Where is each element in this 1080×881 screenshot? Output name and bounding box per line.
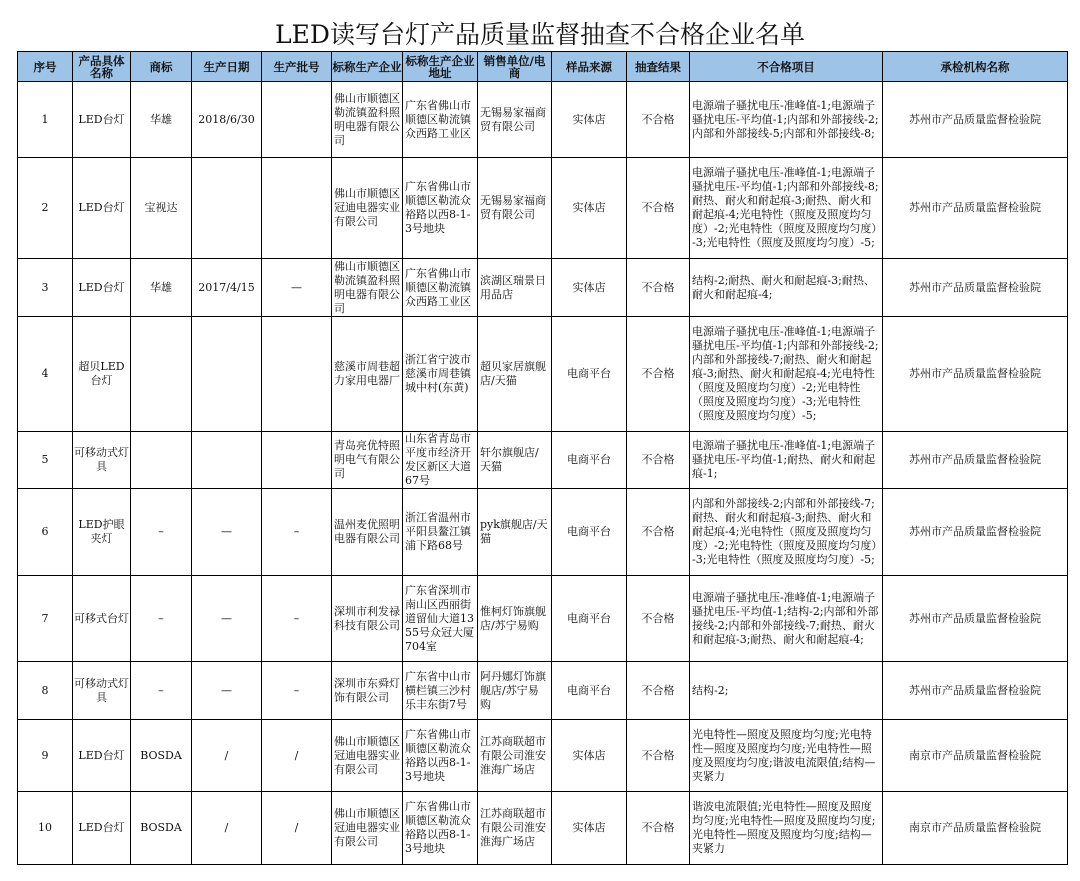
table-row: [18, 432, 1068, 489]
table-row: [18, 317, 1068, 432]
cell-product-name: LED台灯: [73, 720, 131, 792]
header-lab: 承检机构名称: [883, 52, 1068, 82]
cell-batch: [262, 432, 332, 489]
cell-seller: 惟柯灯饰旗舰店/苏宁易购: [478, 576, 552, 662]
cell-brand: –: [131, 662, 192, 720]
cell-failed-items: 结构-2;: [690, 662, 883, 720]
table-row: [18, 720, 1068, 792]
cell-lab: 苏州市产品质量监督检验院: [883, 259, 1068, 317]
cell-company: 青岛亮优特照明电气有限公司: [332, 432, 403, 489]
cell-address: 广东省佛山市顺德区勒流众裕路以西8-1-3号地块: [403, 792, 478, 865]
cell-brand: [131, 432, 192, 489]
cell-result: 不合格: [627, 720, 690, 792]
cell-address: 山东省青岛市平度市经济开发区新区大道67号: [403, 432, 478, 489]
cell-company: 深圳市利发禄科技有限公司: [332, 576, 403, 662]
cell-batch: –: [262, 489, 332, 576]
cell-company: 佛山市顺德区冠迪电器实业有限公司: [332, 792, 403, 865]
cell-company: 佛山市顺德区冠迪电器实业有限公司: [332, 158, 403, 259]
cell-result: 不合格: [627, 158, 690, 259]
cell-seller: 轩尔旗舰店/天猫: [478, 432, 552, 489]
cell-no: 1: [18, 82, 73, 158]
cell-batch: –: [262, 576, 332, 662]
cell-seller: 滨湖区瑞景日用品店: [478, 259, 552, 317]
header-company: 标称生产企业: [332, 52, 403, 82]
cell-no: 9: [18, 720, 73, 792]
cell-product-name: LED台灯: [73, 82, 131, 158]
cell-product-name: LED台灯: [73, 792, 131, 865]
table-row: [18, 259, 1068, 317]
cell-seller: 超贝家居旗舰店/天猫: [478, 317, 552, 432]
cell-brand: BOSDA: [131, 792, 192, 865]
cell-address: 浙江省宁波市 慈溪市周巷镇城中村(东黄): [403, 317, 478, 432]
cell-brand: [131, 317, 192, 432]
cell-product-name: 超贝LED台灯: [73, 317, 131, 432]
cell-result: 不合格: [627, 259, 690, 317]
cell-address: 广东省佛山市顺德区勒流镇众西路工业区: [403, 259, 478, 317]
cell-date: [192, 317, 262, 432]
cell-failed-items: 光电特性—照度及照度均匀度;光电特性—照度及照度均匀度;光电特性—照度及照度均匀度;谐波电流限值;结构—夹紧力: [690, 720, 883, 792]
header-seller: 销售单位/电商: [478, 52, 552, 82]
cell-brand: –: [131, 576, 192, 662]
cell-address: 浙江省温州市平阳县鳌江镇浦下路68号: [403, 489, 478, 576]
cell-batch: –: [262, 662, 332, 720]
cell-product-name: LED台灯: [73, 259, 131, 317]
cell-batch: —: [262, 259, 332, 317]
cell-batch: [262, 158, 332, 259]
cell-date: /: [192, 720, 262, 792]
table-row: [18, 792, 1068, 865]
cell-source: 电商平台: [552, 489, 627, 576]
cell-result: 不合格: [627, 792, 690, 865]
cell-lab: 苏州市产品质量监督检验院: [883, 158, 1068, 259]
cell-date: 2018/6/30: [192, 82, 262, 158]
cell-failed-items: 电源端子骚扰电压-准峰值-1;电源端子骚扰电压-平均值-1;内部和外部接线-8;耐热、耐火和耐起痕-3;耐热、耐火和耐起痕-4;光电特性（照度及照度均匀度）-2;光电特性（照度及照度均匀度）-3;光电特性（照度及照度均匀度）-5;: [690, 158, 883, 259]
cell-product-name: 可移动式灯具: [73, 432, 131, 489]
cell-failed-items: 谐波电流限值;光电特性—照度及照度均匀度;光电特性—照度及照度均匀度;光电特性—照度及照度均匀度;结构—夹紧力: [690, 792, 883, 865]
cell-lab: 苏州市产品质量监督检验院: [883, 662, 1068, 720]
cell-brand: 华雄: [131, 82, 192, 158]
header-failed-items: 不合格项目: [690, 52, 883, 82]
cell-source: 实体店: [552, 259, 627, 317]
document-title: LED读写台灯产品质量监督抽查不合格企业名单: [275, 20, 805, 49]
cell-lab: 苏州市产品质量监督检验院: [883, 489, 1068, 576]
cell-lab: 苏州市产品质量监督检验院: [883, 317, 1068, 432]
cell-lab: 南京市产品质量监督检验院: [883, 792, 1068, 865]
cell-source: 电商平台: [552, 432, 627, 489]
cell-no: 5: [18, 432, 73, 489]
cell-company: 佛山市顺德区勒流镇盈科照明电器有限公司: [332, 259, 403, 317]
cell-date: 2017/4/15: [192, 259, 262, 317]
cell-seller: pyk旗舰店/天猫: [478, 489, 552, 576]
cell-no: 6: [18, 489, 73, 576]
cell-lab: 苏州市产品质量监督检验院: [883, 82, 1068, 158]
cell-product-name: 可移式台灯: [73, 576, 131, 662]
header-production-date: 生产日期: [192, 52, 262, 82]
header-batch: 生产批号: [262, 52, 332, 82]
cell-address: 广东省深圳市南山区西丽街道留仙大道1355号众冠大厦704室: [403, 576, 478, 662]
cell-batch: [262, 82, 332, 158]
cell-no: 7: [18, 576, 73, 662]
cell-brand: BOSDA: [131, 720, 192, 792]
cell-seller: 无锡易家福商贸有限公司: [478, 82, 552, 158]
cell-seller: 江苏商联超市有限公司淮安淮海广场店: [478, 792, 552, 865]
cell-seller: 无锡易家福商贸有限公司: [478, 158, 552, 259]
cell-company: 佛山市顺德区冠迪电器实业有限公司: [332, 720, 403, 792]
cell-company: 慈溪市周巷超力家用电器厂: [332, 317, 403, 432]
cell-source: 实体店: [552, 158, 627, 259]
header-address: 标称生产企业地址: [403, 52, 478, 82]
cell-date: —: [192, 576, 262, 662]
cell-no: 2: [18, 158, 73, 259]
cell-date: [192, 432, 262, 489]
cell-brand: 宝视达: [131, 158, 192, 259]
cell-company: 佛山市顺德区勒流镇盈科照明电器有限公司: [332, 82, 403, 158]
cell-no: 10: [18, 792, 73, 865]
cell-batch: /: [262, 792, 332, 865]
cell-batch: [262, 317, 332, 432]
cell-seller: 江苏商联超市有限公司淮安淮海广场店: [478, 720, 552, 792]
cell-date: /: [192, 792, 262, 865]
cell-failed-items: 内部和外部接线-2;内部和外部接线-7;耐热、耐火和耐起痕-3;耐热、耐火和耐起痕-4;光电特性（照度及照度均匀度）-2;光电特性（照度及照度均匀度）-3;光电特性（照度及照度均匀度）-5;: [690, 489, 883, 576]
cell-result: 不合格: [627, 317, 690, 432]
cell-address: 广东省中山市横栏镇三沙村乐丰东街7号: [403, 662, 478, 720]
unqualified-companies-table: [17, 51, 1068, 865]
table-row: [18, 158, 1068, 259]
header-source: 样品来源: [552, 52, 627, 82]
cell-product-name: 可移动式灯具: [73, 662, 131, 720]
cell-failed-items: 电源端子骚扰电压-准峰值-1;电源端子骚扰电压-平均值-1;结构-2;内部和外部接线-2;内部和外部接线-7;耐热、耐火和耐起痕-3;耐热、耐火和耐起痕-4;: [690, 576, 883, 662]
cell-failed-items: 电源端子骚扰电压-准峰值-1;电源端子骚扰电压-平均值-1;内部和外部接线-2;内部和外部接线-7;耐热、耐火和耐起痕-3;耐热、耐火和耐起痕-4;光电特性（照度及照度均匀度）-2;光电特性（照度及照度均匀度）-3;光电特性（照度及照度均匀度）-5;: [690, 317, 883, 432]
cell-date: —: [192, 662, 262, 720]
cell-failed-items: 结构-2;耐热、耐火和耐起痕-3;耐热、耐火和耐起痕-4;: [690, 259, 883, 317]
cell-source: 电商平台: [552, 317, 627, 432]
cell-lab: 苏州市产品质量监督检验院: [883, 576, 1068, 662]
cell-company: 深圳市东舜灯饰有限公司: [332, 662, 403, 720]
cell-date: [192, 158, 262, 259]
cell-result: 不合格: [627, 662, 690, 720]
cell-failed-items: 电源端子骚扰电压-准峰值-1;电源端子骚扰电压-平均值-1;内部和外部接线-2;内部和外部接线-5;内部和外部接线-8;: [690, 82, 883, 158]
cell-no: 8: [18, 662, 73, 720]
cell-brand: –: [131, 489, 192, 576]
cell-company: 温州麦优照明电器有限公司: [332, 489, 403, 576]
cell-lab: 苏州市产品质量监督检验院: [883, 432, 1068, 489]
cell-lab: 南京市产品质量监督检验院: [883, 720, 1068, 792]
cell-source: 实体店: [552, 720, 627, 792]
header-result: 抽查结果: [627, 52, 690, 82]
cell-source: 电商平台: [552, 576, 627, 662]
cell-address: 广东省佛山市顺德区勒流众裕路以西8-1-3号地块: [403, 158, 478, 259]
cell-result: 不合格: [627, 82, 690, 158]
cell-no: 4: [18, 317, 73, 432]
cell-date: —: [192, 489, 262, 576]
cell-result: 不合格: [627, 432, 690, 489]
cell-address: 广东省佛山市顺德区勒流众裕路以西8-1-3号地块: [403, 720, 478, 792]
cell-address: 广东省佛山市顺德区勒流镇众西路工业区: [403, 82, 478, 158]
table-row: [18, 576, 1068, 662]
cell-source: 电商平台: [552, 662, 627, 720]
header-product-name: 产品具体名称: [73, 52, 131, 82]
header-brand: 商标: [131, 52, 192, 82]
cell-result: 不合格: [627, 576, 690, 662]
cell-batch: /: [262, 720, 332, 792]
header-no: 序号: [18, 52, 73, 82]
cell-no: 3: [18, 259, 73, 317]
table-row: [18, 82, 1068, 158]
cell-product-name: LED台灯: [73, 158, 131, 259]
table-row: [18, 489, 1068, 576]
table-row: [18, 662, 1068, 720]
cell-result: 不合格: [627, 489, 690, 576]
cell-source: 实体店: [552, 82, 627, 158]
cell-seller: 阿丹娜灯饰旗舰店/苏宁易购: [478, 662, 552, 720]
table-header-row: [18, 52, 1068, 82]
cell-source: 实体店: [552, 792, 627, 865]
cell-brand: 华雄: [131, 259, 192, 317]
cell-product-name: LED护眼夹灯: [73, 489, 131, 576]
cell-failed-items: 电源端子骚扰电压-准峰值-1;电源端子骚扰电压-平均值-1;耐热、耐火和耐起痕-1;: [690, 432, 883, 489]
